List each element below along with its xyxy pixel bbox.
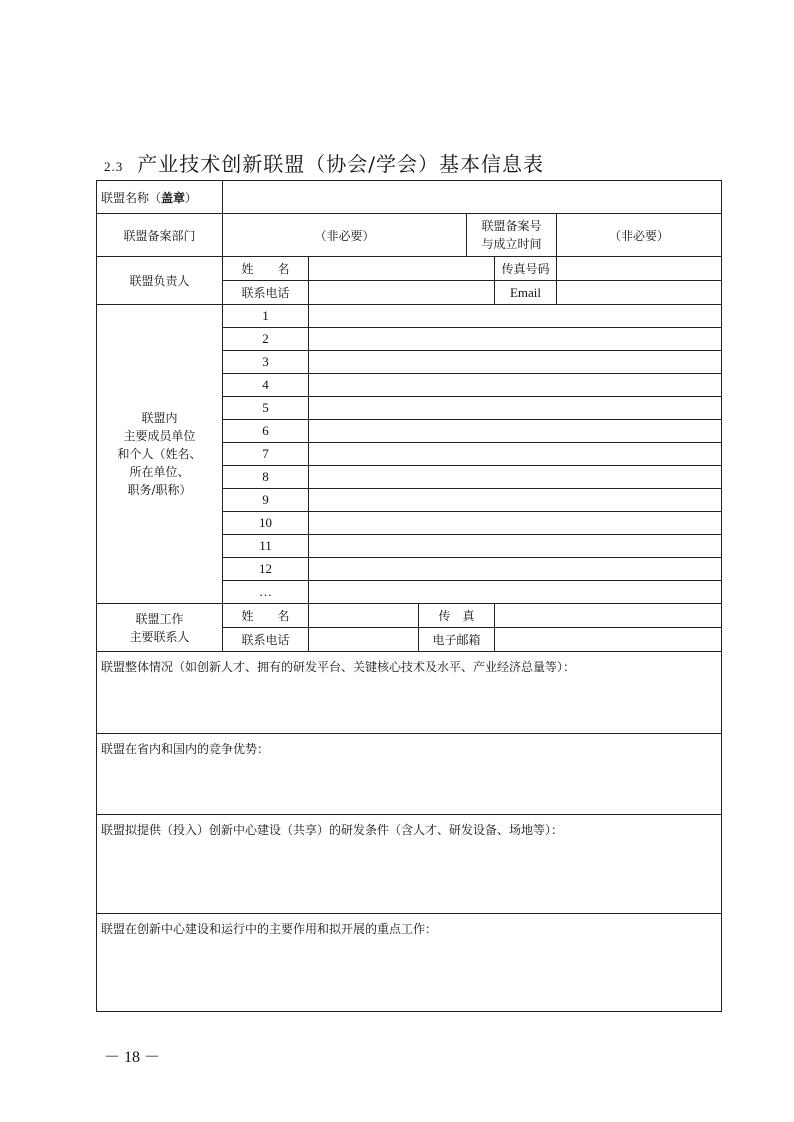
- alliance-name-field[interactable]: [223, 181, 722, 214]
- overall-situation-label: 联盟整体情况（如创新人才、拥有的研发平台、关键核心技术及水平、产业经济总量等）：: [101, 660, 576, 674]
- page-number: － 18 －: [104, 1049, 161, 1066]
- member-row-field[interactable]: [309, 328, 722, 351]
- record-number-label: 联盟备案号 与成立时间: [467, 214, 557, 257]
- member-row-field[interactable]: [309, 443, 722, 466]
- alliance-name-label: 联盟名称（盖章）: [97, 181, 223, 214]
- leader-fax-field[interactable]: [557, 257, 722, 281]
- competitive-advantage-field[interactable]: [97, 734, 722, 815]
- member-row-number: 2: [223, 328, 309, 351]
- member-row-field[interactable]: [309, 351, 722, 374]
- contact-fax-label: 传 真: [419, 604, 495, 628]
- record-dept-label: 联盟备案部门: [97, 214, 223, 257]
- member-row-field[interactable]: [309, 581, 722, 604]
- leader-email-field[interactable]: [557, 281, 722, 305]
- leader-label: 联盟负责人: [97, 257, 223, 305]
- member-row-number: 8: [223, 466, 309, 489]
- member-row-field[interactable]: [309, 512, 722, 535]
- competitive-advantage-label: 联盟在省内和国内的竞争优势：: [101, 742, 270, 756]
- member-row-field[interactable]: [309, 305, 722, 328]
- member-row-field[interactable]: [309, 397, 722, 420]
- contact-name-label: 姓 名: [223, 604, 309, 628]
- member-row-field[interactable]: [309, 535, 722, 558]
- section-heading: [104, 148, 544, 177]
- record-dept-field[interactable]: （非必要）: [223, 214, 467, 257]
- member-row-number: 6: [223, 420, 309, 443]
- members-label: 联盟内 主要成员单位 和个人（姓名、 所在单位、 职务/职称）: [97, 305, 223, 604]
- seal-label: 盖章: [161, 190, 186, 205]
- member-row-number: 7: [223, 443, 309, 466]
- member-row-number: …: [223, 581, 309, 604]
- section-number: 2.3: [104, 159, 124, 174]
- contact-email-field[interactable]: [495, 628, 722, 652]
- member-row-field[interactable]: [309, 420, 722, 443]
- leader-phone-label: 联系电话: [223, 281, 309, 305]
- member-row-number: 9: [223, 489, 309, 512]
- leader-email-label: Email: [495, 281, 557, 305]
- member-row-field[interactable]: [309, 466, 722, 489]
- member-row-number: 11: [223, 535, 309, 558]
- contact-name-field[interactable]: [309, 604, 419, 628]
- contact-fax-field[interactable]: [495, 604, 722, 628]
- member-row-number: 12: [223, 558, 309, 581]
- main-role-label: 联盟在创新中心建设和运行中的主要作用和拟开展的重点工作：: [101, 922, 438, 936]
- alliance-info-table: [96, 180, 722, 1012]
- member-row-field[interactable]: [309, 558, 722, 581]
- leader-phone-field[interactable]: [309, 281, 495, 305]
- leader-name-label: 姓 名: [223, 257, 309, 281]
- leader-fax-label: 传真号码: [495, 257, 557, 281]
- main-role-field[interactable]: [97, 914, 722, 1012]
- member-row-number: 4: [223, 374, 309, 397]
- leader-name-field[interactable]: [309, 257, 495, 281]
- rd-conditions-label: 联盟拟提供（投入）创新中心建设（共享）的研发条件（含人才、研发设备、场地等）：: [101, 823, 564, 837]
- rd-conditions-field[interactable]: [97, 815, 722, 914]
- overall-situation-field[interactable]: [97, 652, 722, 734]
- member-row-field[interactable]: [309, 374, 722, 397]
- member-row-number: 10: [223, 512, 309, 535]
- member-row-number: 3: [223, 351, 309, 374]
- contact-phone-label: 联系电话: [223, 628, 309, 652]
- contact-label: 联盟工作 主要联系人: [97, 604, 223, 652]
- record-number-field[interactable]: （非必要）: [557, 214, 722, 257]
- contact-email-label: 电子邮箱: [419, 628, 495, 652]
- member-row-field[interactable]: [309, 489, 722, 512]
- contact-phone-field[interactable]: [309, 628, 419, 652]
- member-row-number: 1: [223, 305, 309, 328]
- member-row-number: 5: [223, 397, 309, 420]
- section-title: 产业技术创新联盟（协会/学会）基本信息表: [137, 152, 544, 176]
